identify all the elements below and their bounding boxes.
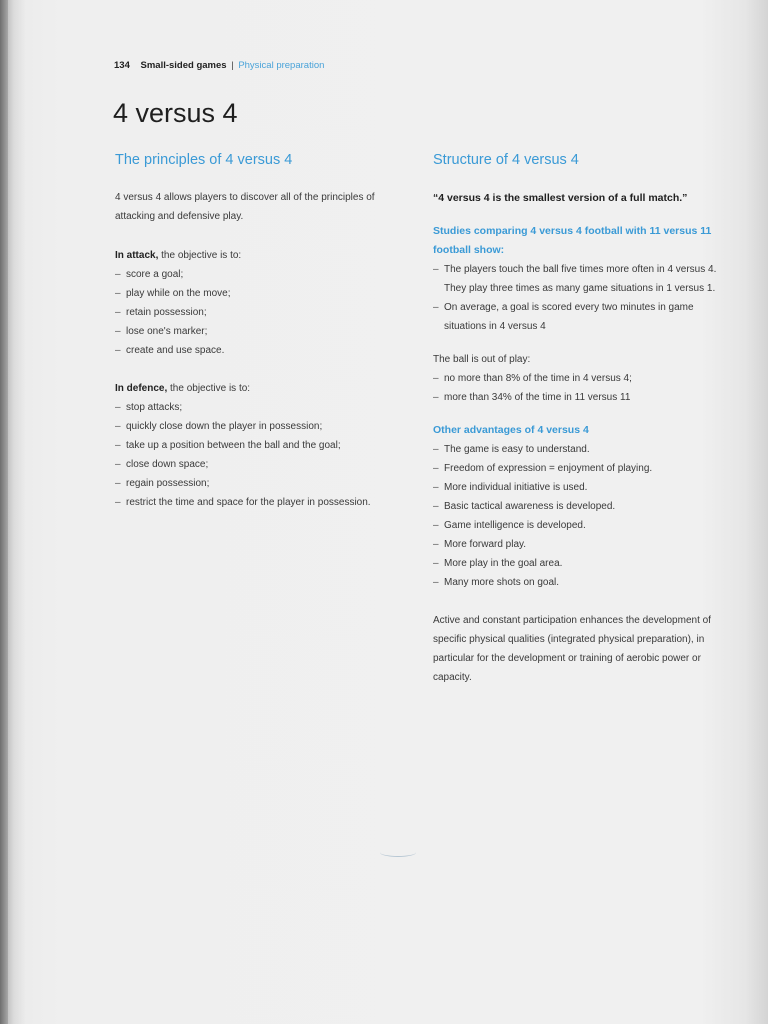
advantages-list — [433, 440, 738, 592]
list-item: – The game is easy to understand. — [433, 440, 738, 459]
defence-list — [115, 398, 415, 512]
ball-out-list — [433, 369, 738, 407]
spacer — [433, 407, 738, 421]
spacer — [433, 336, 738, 350]
page-binding-shadow — [0, 0, 8, 1024]
list-item: – take up a position between the ball and the goal; — [115, 436, 415, 455]
list-item: – On average, a goal is scored every two minutes in game situations in 4 versus 4 — [433, 298, 738, 336]
list-item: – create and use space. — [115, 341, 415, 360]
list-item: – close down space; — [115, 455, 415, 474]
header-separator: | — [231, 60, 234, 71]
list-item: – The players touch the ball five times more often in 4 versus 4. They play three times as many game situations in 1 versus 1. — [433, 260, 738, 298]
spacer — [433, 592, 738, 611]
list-item: – play while on the move; — [115, 284, 415, 303]
list-item: – retain possession; — [115, 303, 415, 322]
list-item: – More forward play. — [433, 535, 738, 554]
list-item: – More play in the goal area. — [433, 554, 738, 573]
spacer — [115, 360, 415, 379]
defence-label-bold: In defence, — [115, 383, 168, 394]
principles-heading: The principles of 4 versus 4 — [115, 152, 293, 168]
section-name: Physical preparation — [238, 60, 325, 71]
list-item: – no more than 8% of the time in 4 versus 4; — [433, 369, 738, 388]
list-item: – more than 34% of the time in 11 versus 11 — [433, 388, 738, 407]
attack-list — [115, 265, 415, 360]
attack-label-bold: In attack, — [115, 250, 159, 261]
key-quote: “4 versus 4 is the smallest version of a full match.” — [433, 192, 688, 204]
attack-label — [115, 246, 415, 265]
structure-heading: Structure of 4 versus 4 — [433, 152, 579, 168]
list-item: – quickly close down the player in possession; — [115, 417, 415, 436]
defence-label — [115, 379, 415, 398]
page-title: 4 versus 4 — [113, 98, 238, 128]
studies-list — [433, 260, 738, 336]
list-item: – More individual initiative is used. — [433, 478, 738, 497]
list-item: – lose one's marker; — [115, 322, 415, 341]
book-title: Small-sided games — [140, 60, 227, 71]
studies-heading: Studies comparing 4 versus 4 football with 11 versus 11 football show: — [433, 225, 712, 256]
list-item: – score a goal; — [115, 265, 415, 284]
principles-intro: 4 versus 4 allows players to discover all of the principles of attacking and defensive play. — [115, 192, 375, 222]
defence-label-rest: the objective is to: — [167, 383, 251, 394]
page-mark — [380, 848, 416, 857]
page-number: 134 — [114, 60, 130, 71]
list-item: – restrict the time and space for the player in possession. — [115, 493, 415, 512]
list-item: – Game intelligence is developed. — [433, 516, 738, 535]
list-item: – regain possession; — [115, 474, 415, 493]
advantages-heading: Other advantages of 4 versus 4 — [433, 424, 589, 436]
running-header — [114, 59, 324, 73]
list-item: – Freedom of expression = enjoyment of playing. — [433, 459, 738, 478]
list-item: – stop attacks; — [115, 398, 415, 417]
list-item: – Many more shots on goal. — [433, 573, 738, 592]
closing-paragraph: Active and constant participation enhances the development of specific physical qualities (integrated physical preparation), in particular for the development or training of aerobic power or capacity. — [433, 615, 711, 683]
ball-out-intro: The ball is out of play: — [433, 354, 531, 365]
attack-label-rest: the objective is to: — [158, 250, 242, 261]
list-item: – Basic tactical awareness is developed. — [433, 497, 738, 516]
left-column — [115, 150, 415, 512]
right-column — [433, 150, 738, 687]
